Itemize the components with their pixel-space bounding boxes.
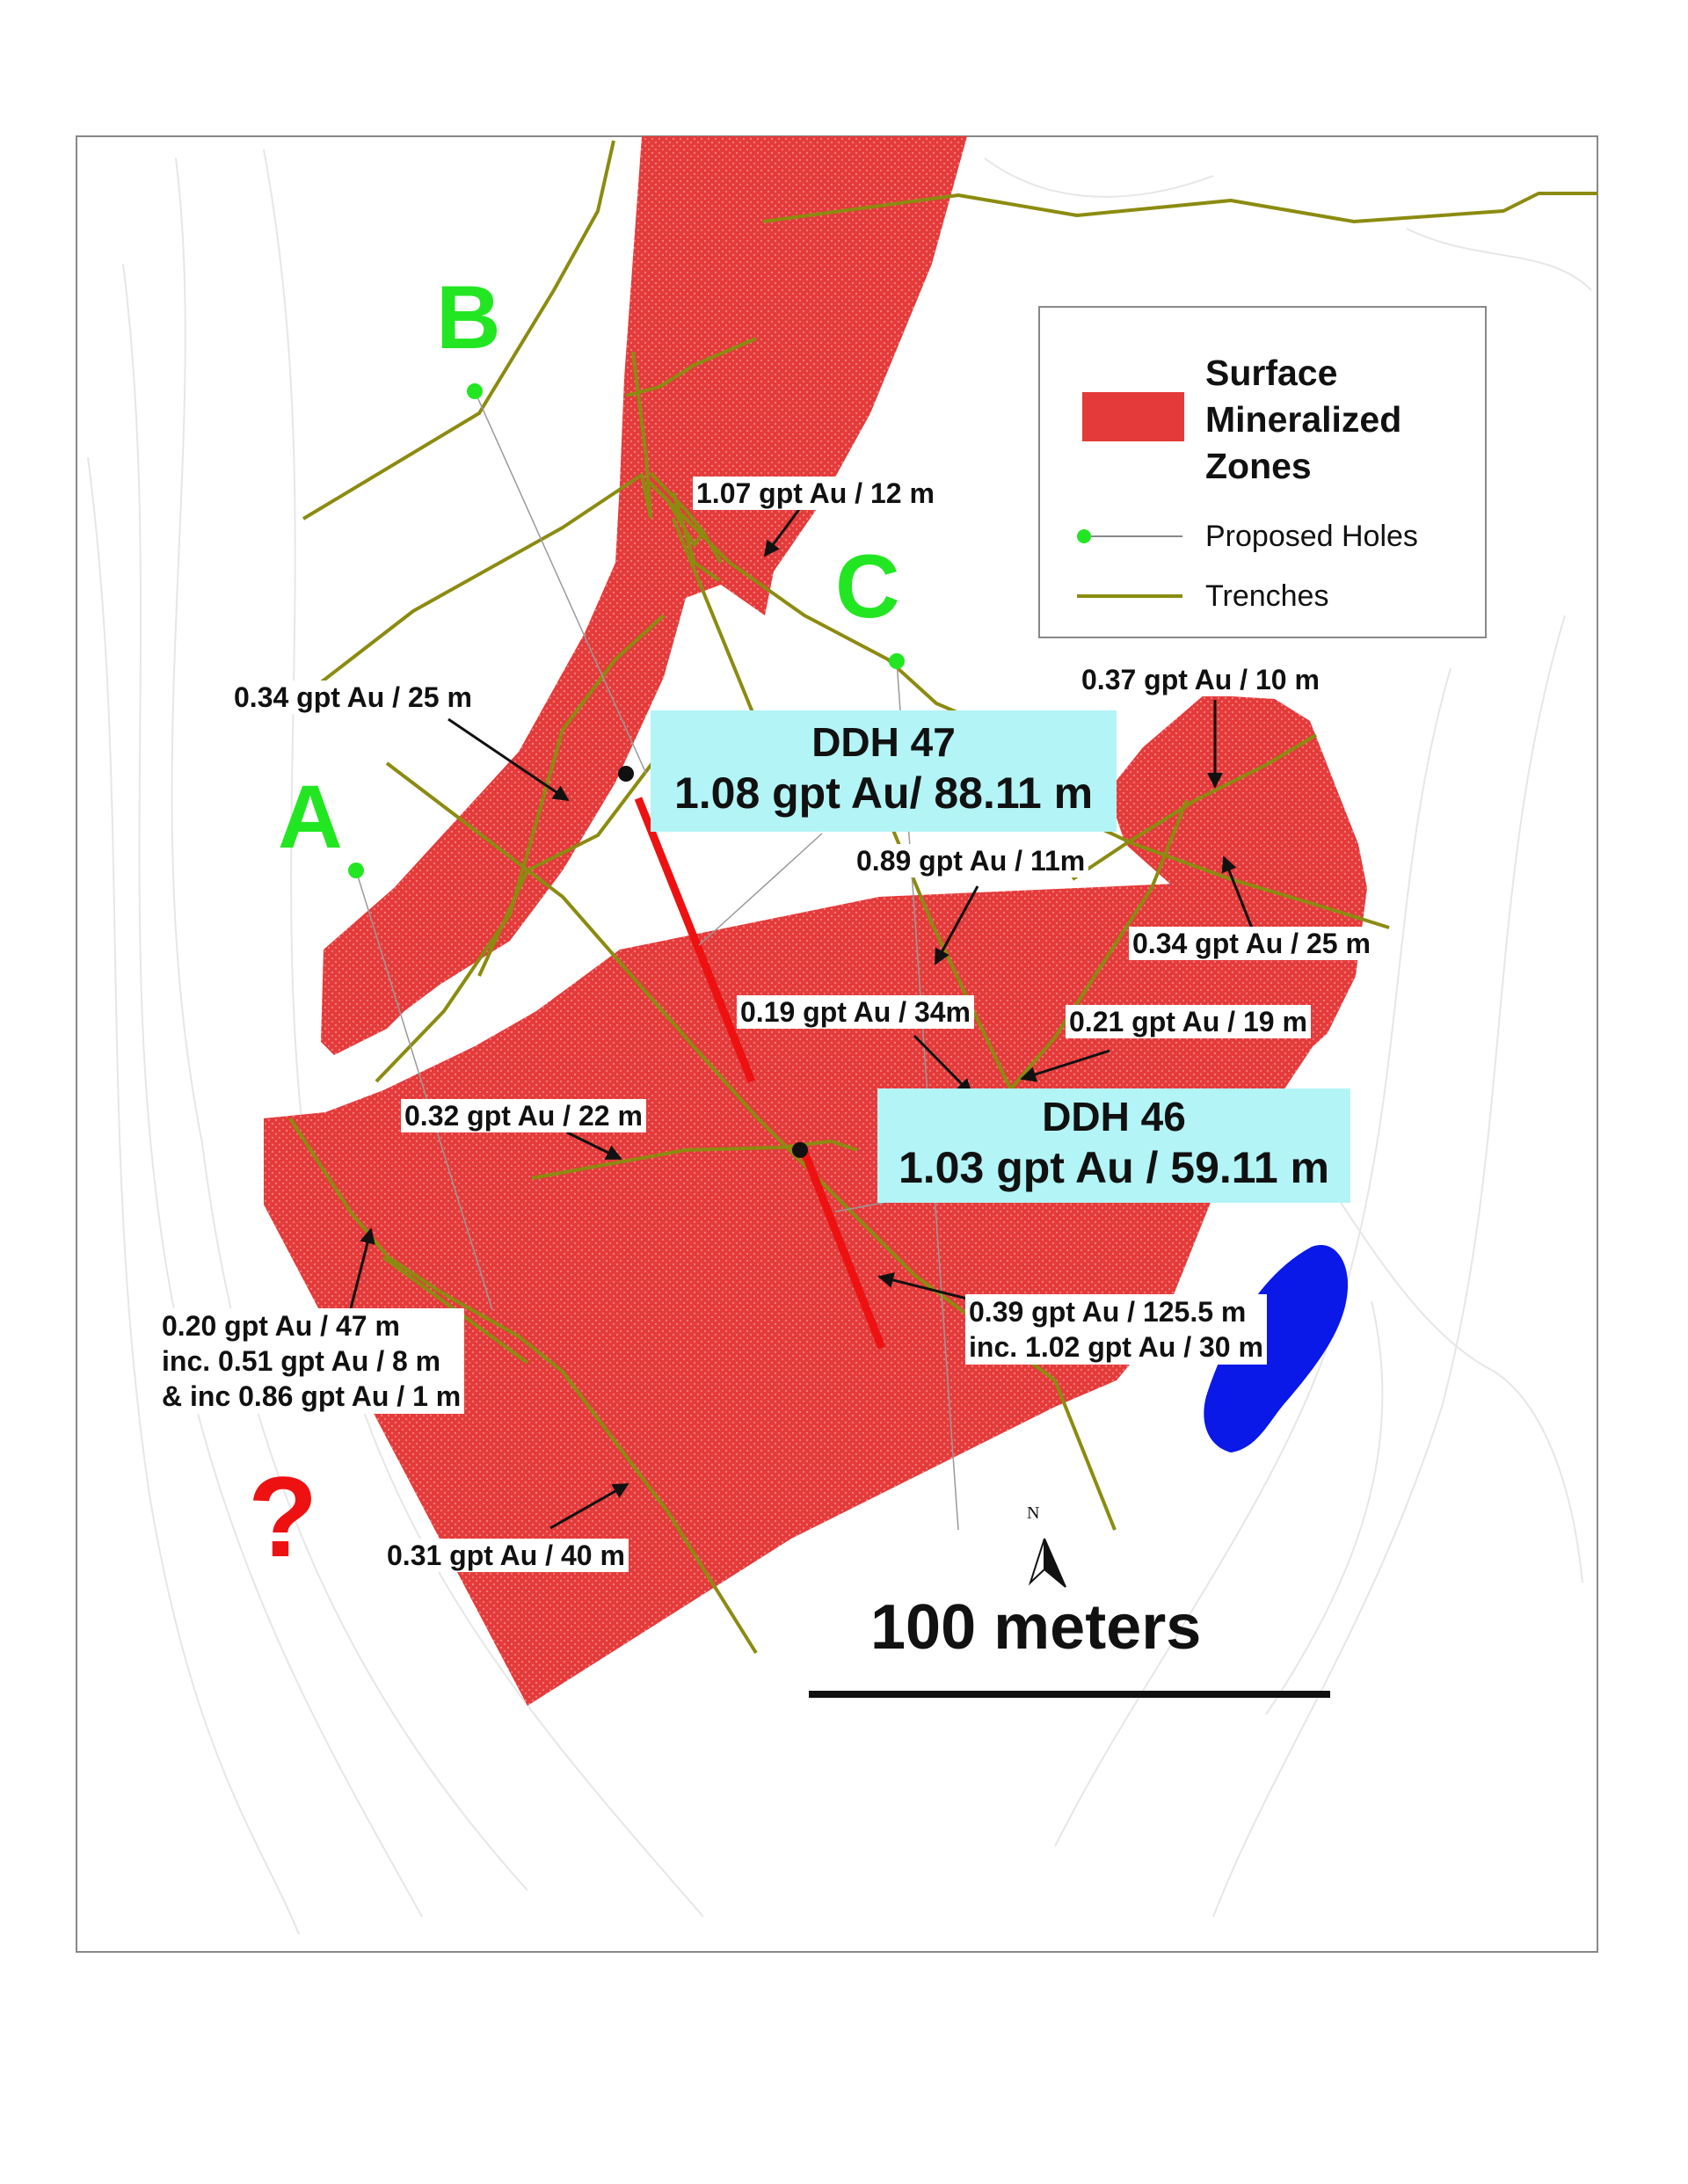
assay-line: & inc 0.86 gpt Au / 1 m xyxy=(162,1380,462,1412)
assay-label: 0.89 gpt Au / 11m xyxy=(853,844,1088,877)
ddh46-name: DDH 46 xyxy=(1042,1094,1186,1139)
ddh46-value: 1.03 gpt Au / 59.11 m xyxy=(898,1143,1329,1192)
ddh47-name: DDH 47 xyxy=(811,719,956,765)
assay-label-multiline xyxy=(965,1294,1267,1365)
unknown-extension-marker: ? xyxy=(248,1452,318,1581)
trench-legend-icon xyxy=(1077,594,1182,598)
map-legend xyxy=(1038,306,1487,638)
assay-label: 0.37 gpt Au / 10 m xyxy=(1078,663,1323,696)
proposed-hole-b-marker xyxy=(467,383,483,399)
proposed-hole-a-marker xyxy=(348,863,364,878)
assay-line: 0.20 gpt Au / 47 m xyxy=(162,1310,400,1342)
legend-trenches: Trenches xyxy=(1205,579,1329,613)
scale-bar xyxy=(809,1691,1330,1698)
assay-label: 0.21 gpt Au / 19 m xyxy=(1066,1005,1311,1038)
assay-line: inc. 1.02 gpt Au / 30 m xyxy=(969,1331,1263,1363)
ddh46-collar xyxy=(792,1142,808,1158)
ddh46-callout xyxy=(877,1088,1350,1203)
assay-label: 0.19 gpt Au / 34m xyxy=(737,995,974,1029)
assay-label-multiline xyxy=(158,1308,464,1414)
assay-label: 0.32 gpt Au / 22 m xyxy=(401,1099,646,1132)
assay-label: 1.07 gpt Au / 12 m xyxy=(693,477,938,510)
proposed-hole-label-a: A xyxy=(278,767,343,867)
ddh47-value: 1.08 gpt Au/ 88.11 m xyxy=(673,768,1094,818)
north-arrow-label: N xyxy=(1027,1503,1040,1523)
assay-label: 0.31 gpt Au / 40 m xyxy=(383,1539,629,1572)
ddh47-callout xyxy=(651,710,1117,832)
proposed-hole-c-marker xyxy=(889,653,905,669)
legend-title: Surface Mineralized Zones xyxy=(1205,353,1402,486)
assay-line: inc. 0.51 gpt Au / 8 m xyxy=(162,1345,441,1377)
legend-proposed-holes: Proposed Holes xyxy=(1205,520,1418,553)
assay-line: 0.39 gpt Au / 125.5 m xyxy=(969,1296,1247,1328)
ddh47-collar xyxy=(618,766,634,782)
proposed-hole-label-b: B xyxy=(436,267,501,368)
proposed-hole-legend-line xyxy=(1091,535,1182,537)
mineralized-zone-swatch xyxy=(1082,392,1184,441)
assay-label: 0.34 gpt Au / 25 m xyxy=(1129,927,1374,960)
scale-label: 100 meters xyxy=(870,1592,1202,1663)
proposed-hole-label-c: C xyxy=(835,536,900,637)
proposed-hole-legend-icon xyxy=(1077,529,1091,543)
assay-label: 0.34 gpt Au / 25 m xyxy=(230,681,476,714)
